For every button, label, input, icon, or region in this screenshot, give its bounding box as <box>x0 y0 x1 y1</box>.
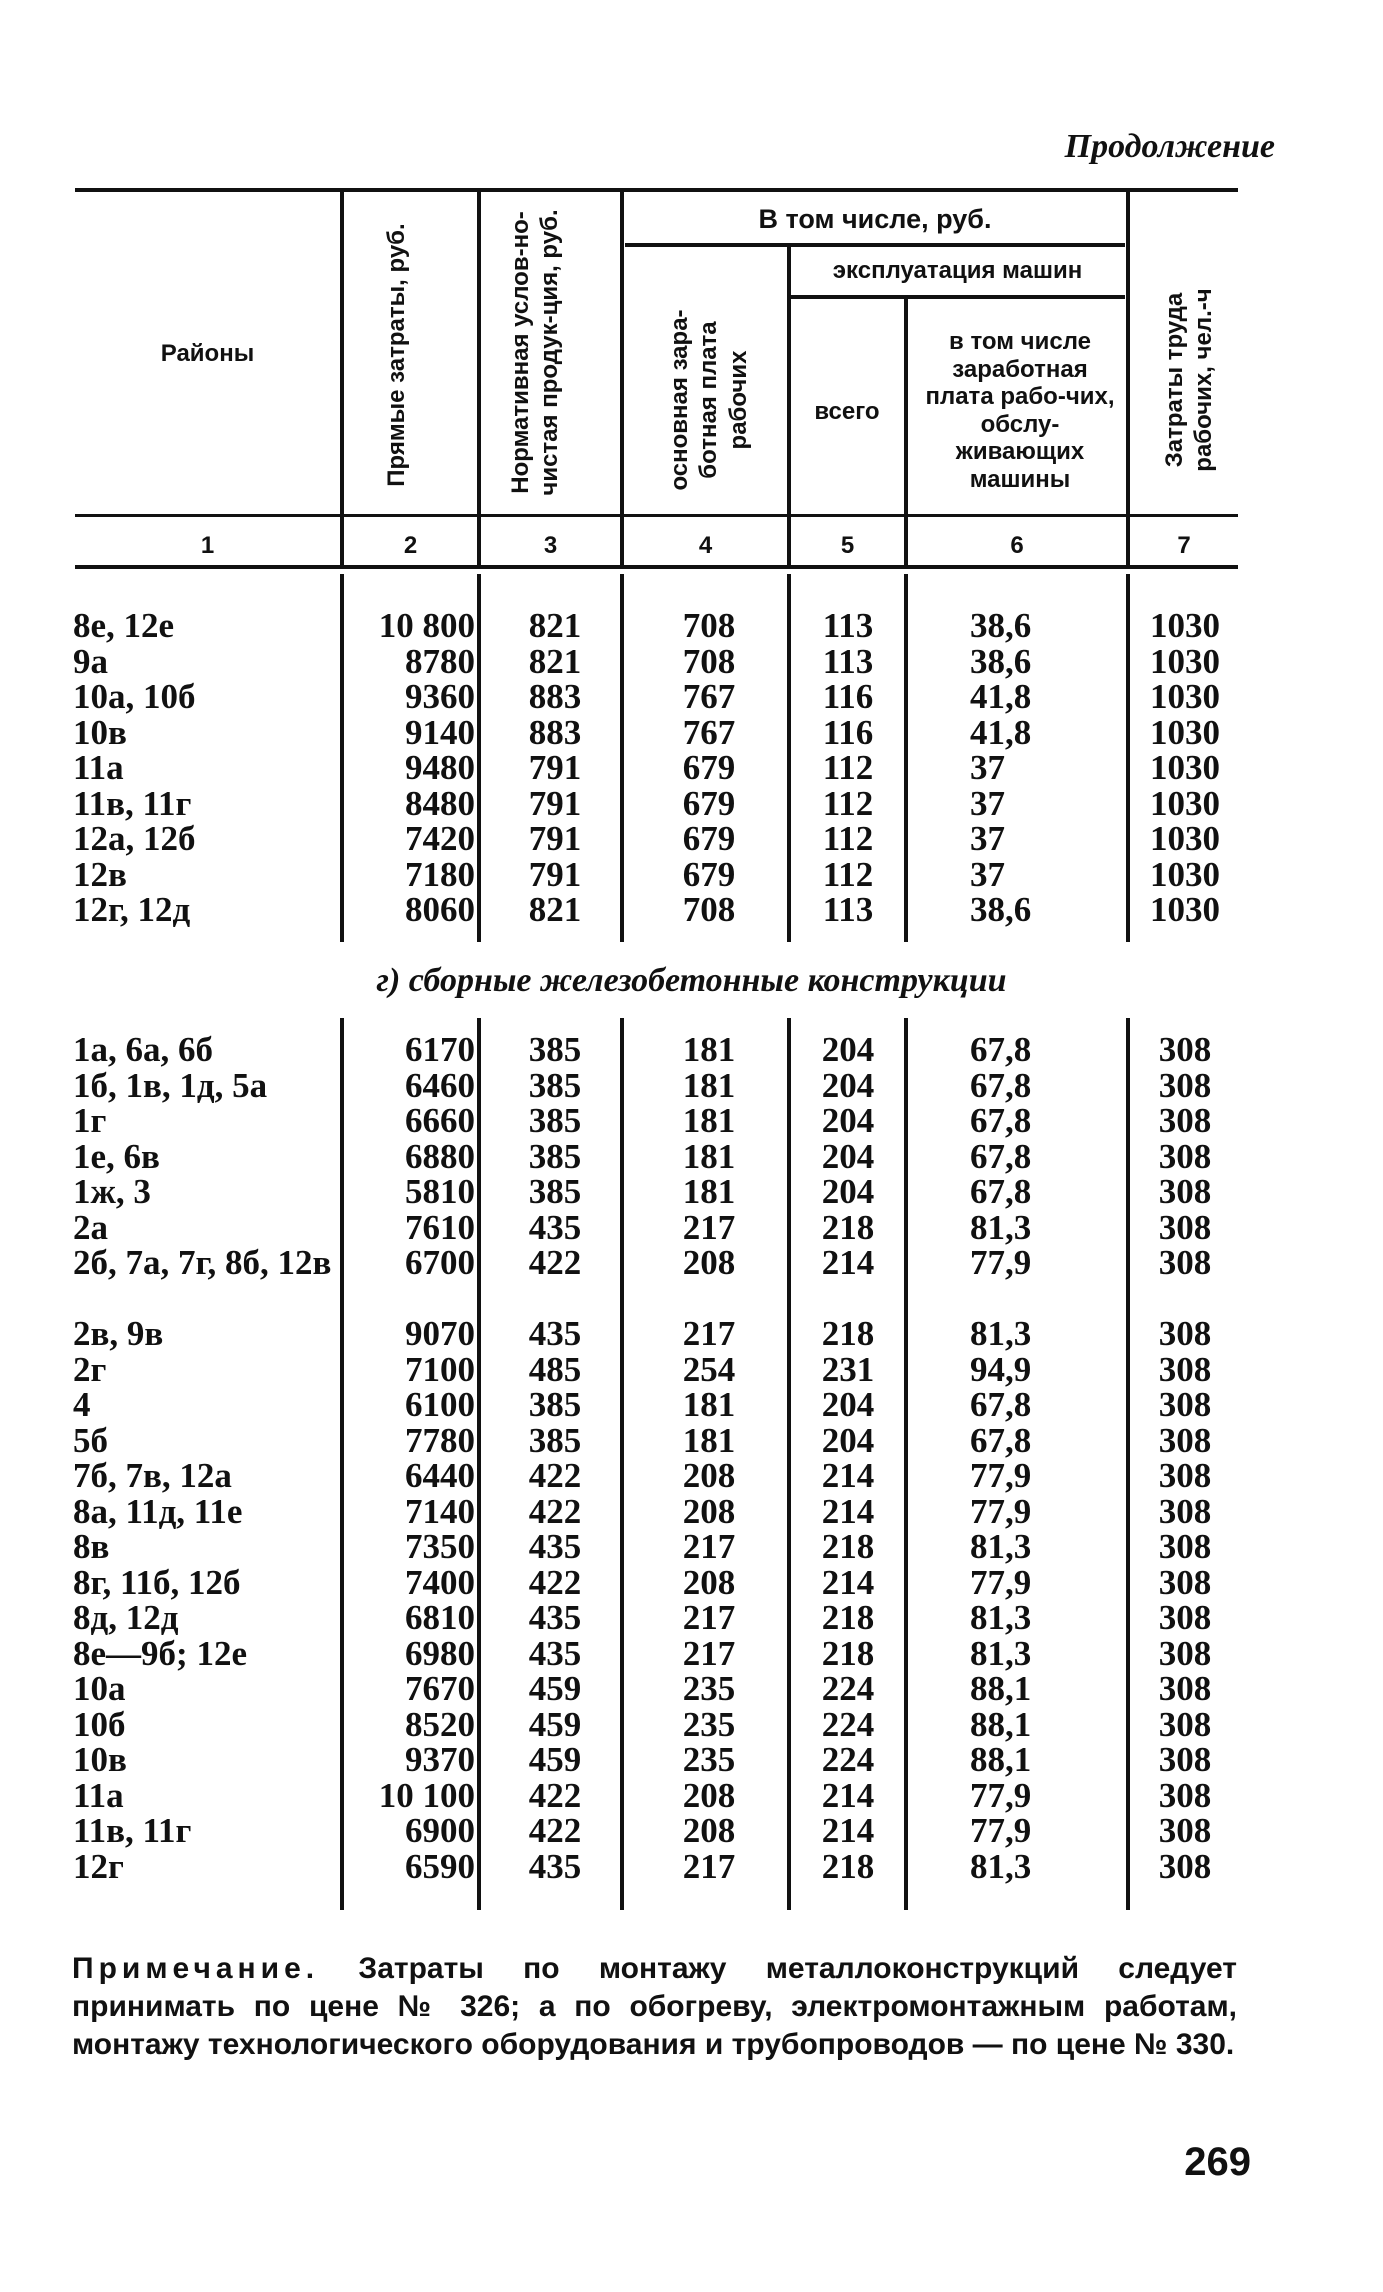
table-cell-col3: 435 <box>528 1207 582 1247</box>
table-cell-col5: 112 <box>822 819 874 858</box>
table-cell-col6: 88,1 <box>970 1704 1032 1744</box>
table-cell-col7: 1030 <box>1150 677 1220 716</box>
table-cell-col1: 11в, 11г <box>73 1811 192 1850</box>
table-cell-col5: 204 <box>821 1172 875 1211</box>
table-cell-col3: 422 <box>528 1243 582 1282</box>
table-cell-col2: 7400 <box>405 1562 475 1602</box>
table-cell-col5: 218 <box>821 1207 875 1247</box>
table-row <box>0 1349 1383 1389</box>
table-cell-col7: 1030 <box>1150 854 1220 894</box>
table-cell-col4: 208 <box>682 1775 736 1815</box>
table-cell-col5: 116 <box>822 677 874 716</box>
table-cell-col6: 81,3 <box>970 1633 1032 1673</box>
table-cell-col2: 7610 <box>405 1207 475 1247</box>
table-cell-col7: 308 <box>1158 1243 1212 1282</box>
table-cell-col5: 214 <box>821 1811 875 1850</box>
table-cell-col3: 459 <box>528 1669 582 1708</box>
table-cell-col2: 9480 <box>405 748 475 787</box>
column-number-2: 2 <box>403 532 418 559</box>
table-cell-col2: 10 800 <box>378 606 475 645</box>
table-cell-col5: 218 <box>821 1527 875 1566</box>
section-1-rows <box>0 608 1383 928</box>
table-cell-col5: 218 <box>821 1598 875 1637</box>
group-rule <box>625 243 1125 247</box>
table-cell-col6: 81,3 <box>970 1846 1032 1886</box>
table-cell-col2: 6880 <box>405 1136 475 1176</box>
table-cell-col6: 37 <box>970 783 1005 823</box>
table-cell-col1: 2а <box>73 1207 108 1247</box>
column-number-7: 7 <box>1177 532 1191 559</box>
table-row <box>0 1633 1383 1673</box>
table-cell-col4: 181 <box>682 1172 736 1211</box>
footnote <box>72 1950 1237 2064</box>
table-cell-col3: 422 <box>528 1775 582 1815</box>
table-cell-col6: 67,8 <box>970 1065 1032 1105</box>
table-cell-col1: 2г <box>73 1349 107 1389</box>
table-cell-col5: 214 <box>821 1243 875 1282</box>
table-cell-col7: 308 <box>1158 1207 1212 1247</box>
table-cell-col2: 8520 <box>405 1704 475 1744</box>
header-bottom-rule <box>75 514 1238 517</box>
table-cell-col4: 767 <box>682 677 736 716</box>
table-cell-col5: 218 <box>821 1846 875 1886</box>
table-cell-col7: 1030 <box>1150 748 1220 787</box>
table-cell-col6: 77,9 <box>970 1775 1032 1815</box>
table-cell-col6: 81,3 <box>970 1207 1032 1247</box>
table-cell-col4: 217 <box>682 1314 736 1353</box>
table-cell-col7: 1030 <box>1150 783 1220 823</box>
header-direct-costs: Прямые затраты, руб. <box>383 223 410 487</box>
table-cell-col3: 791 <box>528 854 582 894</box>
column-number-5: 5 <box>840 532 855 559</box>
header-normative-product: Нормативная услов-но-чистая продук-ция, руб. <box>507 209 564 496</box>
column-number-4: 4 <box>698 532 713 559</box>
table-cell-col4: 235 <box>682 1740 736 1779</box>
vline-6-header <box>904 295 908 566</box>
table-row <box>0 1174 1383 1210</box>
table-cell-col1: 11в, 11г <box>73 783 192 823</box>
table-cell-col6: 77,9 <box>970 1562 1032 1602</box>
table-cell-col2: 8780 <box>405 641 475 681</box>
table-cell-col6: 94,9 <box>970 1349 1032 1389</box>
table-cell-col2: 8480 <box>405 783 475 823</box>
table-cell-col1: 8е—9б; 12е <box>73 1633 247 1673</box>
table-cell-col7: 308 <box>1158 1562 1212 1602</box>
header-labor-costs: Затраты труда рабочих, чел.-ч <box>1161 288 1218 472</box>
table-cell-col5: 112 <box>822 854 874 894</box>
table-cell-col3: 485 <box>528 1349 582 1389</box>
table-cell-col6: 77,9 <box>970 1243 1032 1282</box>
header-base-wages: основная зара-ботная плата рабочих <box>666 309 752 491</box>
table-cell-col1: 7б, 7в, 12а <box>73 1456 232 1495</box>
table-cell-col6: 77,9 <box>970 1491 1032 1531</box>
table-cell-col3: 385 <box>528 1065 582 1105</box>
table-cell-col2: 9370 <box>405 1740 475 1779</box>
header-group: В том числе, руб. <box>758 204 992 234</box>
table-cell-col7: 1030 <box>1150 606 1220 645</box>
table-cell-col1: 10в <box>73 712 127 752</box>
table-cell-col6: 67,8 <box>970 1172 1032 1211</box>
table-row <box>0 1136 1383 1176</box>
table-cell-col1: 12г, 12д <box>73 890 191 929</box>
subgroup-rule <box>790 295 1125 299</box>
table-cell-col7: 308 <box>1158 1456 1212 1495</box>
table-row <box>0 1775 1383 1815</box>
table-row <box>0 1103 1383 1139</box>
table-cell-col1: 12в <box>73 854 127 894</box>
table-cell-col7: 308 <box>1158 1846 1212 1886</box>
table-cell-col4: 208 <box>682 1811 736 1850</box>
table-cell-col5: 113 <box>822 641 874 681</box>
table-cell-col1: 11а <box>73 1775 124 1815</box>
table-cell-col7: 1030 <box>1150 890 1220 929</box>
table-cell-col3: 435 <box>528 1598 582 1637</box>
table-cell-col2: 9140 <box>405 712 475 752</box>
table-cell-col5: 214 <box>821 1562 875 1602</box>
table-cell-col5: 204 <box>821 1420 875 1460</box>
table-cell-col1: 1г <box>73 1101 107 1140</box>
table-cell-col2: 6100 <box>405 1385 475 1424</box>
table-cell-col6: 41,8 <box>970 712 1032 752</box>
table-cell-col2: 8060 <box>405 890 475 929</box>
table-cell-col6: 67,8 <box>970 1136 1032 1176</box>
table-cell-col5: 113 <box>822 890 874 929</box>
table-cell-col2: 7180 <box>405 854 475 894</box>
table-cell-col1: 8д, 12д <box>73 1598 179 1637</box>
table-cell-col7: 308 <box>1158 1420 1212 1460</box>
header-districts: Районы <box>160 340 255 367</box>
header-total: всего <box>814 398 880 425</box>
table-row <box>0 1458 1383 1494</box>
table-cell-col3: 821 <box>528 606 582 645</box>
table-cell-col3: 435 <box>528 1314 582 1353</box>
table-row <box>0 608 1383 644</box>
table-cell-col2: 9360 <box>405 677 475 716</box>
table-cell-col4: 679 <box>682 819 736 858</box>
table-cell-col7: 308 <box>1158 1669 1212 1708</box>
table-top-rule <box>75 188 1238 192</box>
table-cell-col5: 113 <box>822 606 874 645</box>
table-cell-col1: 11а <box>73 748 124 787</box>
table-cell-col1: 10в <box>73 1740 127 1779</box>
table-row <box>0 712 1383 752</box>
table-cell-col5: 231 <box>821 1349 875 1389</box>
table-cell-col5: 214 <box>821 1775 875 1815</box>
table-cell-col7: 308 <box>1158 1314 1212 1353</box>
table-cell-col3: 883 <box>528 712 582 752</box>
table-row <box>0 1529 1383 1565</box>
table-cell-col4: 679 <box>682 854 736 894</box>
table-row <box>0 1316 1383 1352</box>
table-row <box>0 1420 1383 1460</box>
table-cell-col6: 41,8 <box>970 677 1032 716</box>
table-cell-col1: 4 <box>73 1385 91 1424</box>
table-cell-col6: 88,1 <box>970 1669 1032 1708</box>
table-cell-col4: 181 <box>682 1101 736 1140</box>
table-cell-col7: 308 <box>1158 1172 1212 1211</box>
table-cell-col3: 791 <box>528 748 582 787</box>
table-row <box>0 750 1383 786</box>
table-cell-col2: 5810 <box>405 1172 475 1211</box>
table-cell-col3: 385 <box>528 1172 582 1211</box>
table-cell-col4: 217 <box>682 1846 736 1886</box>
table-row <box>0 1032 1383 1068</box>
table-cell-col4: 181 <box>682 1420 736 1460</box>
table-cell-col7: 308 <box>1158 1633 1212 1673</box>
table-cell-col1: 2в, 9в <box>73 1314 164 1353</box>
table-cell-col3: 821 <box>528 890 582 929</box>
table-cell-col4: 217 <box>682 1527 736 1566</box>
table-cell-col3: 385 <box>528 1136 582 1176</box>
table-cell-col7: 308 <box>1158 1704 1212 1744</box>
table-cell-col2: 6660 <box>405 1101 475 1140</box>
table-cell-col3: 385 <box>528 1385 582 1424</box>
table-cell-col2: 6460 <box>405 1065 475 1105</box>
table-row <box>0 783 1383 823</box>
table-cell-col6: 88,1 <box>970 1740 1032 1779</box>
table-cell-col3: 385 <box>528 1101 582 1140</box>
footnote-text: Затраты по монтажу металлоконструкций следует принимать по цене № 326; а по обогреву, электромонтажным работам, монтажу технологического оборудования и трубопроводов — по цене № 330. <box>72 1952 1237 2061</box>
table-cell-col1: 12г <box>73 1846 124 1886</box>
table-cell-col5: 214 <box>821 1456 875 1495</box>
footnote-heading: Примечание. <box>72 1952 320 1985</box>
table-row <box>0 1813 1383 1849</box>
table-cell-col5: 214 <box>821 1491 875 1531</box>
table-cell-col6: 81,3 <box>970 1314 1032 1353</box>
table-cell-col7: 1030 <box>1150 641 1220 681</box>
table-cell-col7: 308 <box>1158 1349 1212 1389</box>
table-cell-col1: 8в <box>73 1527 110 1566</box>
table-cell-col7: 308 <box>1158 1101 1212 1140</box>
table-cell-col4: 181 <box>682 1030 736 1069</box>
table-cell-col1: 8г, 11б, 12б <box>73 1562 241 1602</box>
table-cell-col5: 204 <box>821 1385 875 1424</box>
table-cell-col6: 37 <box>970 854 1005 894</box>
column-number-rule <box>75 565 1238 569</box>
table-cell-col2: 7350 <box>405 1527 475 1566</box>
table-cell-col6: 67,8 <box>970 1030 1032 1069</box>
table-cell-col6: 77,9 <box>970 1456 1032 1495</box>
table-cell-col6: 38,6 <box>970 890 1032 929</box>
table-cell-col3: 422 <box>528 1491 582 1531</box>
table-cell-col5: 224 <box>821 1669 875 1708</box>
table-cell-col3: 791 <box>528 783 582 823</box>
table-cell-col5: 116 <box>822 712 874 752</box>
table-row <box>0 1846 1383 1886</box>
table-cell-col2: 6980 <box>405 1633 475 1673</box>
table-cell-col3: 883 <box>528 677 582 716</box>
table-row <box>0 1742 1383 1778</box>
table-cell-col6: 67,8 <box>970 1101 1032 1140</box>
table-cell-col5: 204 <box>821 1030 875 1069</box>
table-cell-col1: 1ж, 3 <box>73 1172 151 1211</box>
table-cell-col3: 385 <box>528 1030 582 1069</box>
table-cell-col4: 235 <box>682 1704 736 1744</box>
table-cell-col7: 308 <box>1158 1385 1212 1424</box>
table-cell-col6: 77,9 <box>970 1811 1032 1850</box>
table-cell-col7: 1030 <box>1150 712 1220 752</box>
table-cell-col2: 7140 <box>405 1491 475 1531</box>
table-cell-col5: 112 <box>822 783 874 823</box>
column-number-1: 1 <box>200 532 215 559</box>
table-cell-col2: 6900 <box>405 1811 475 1850</box>
table-row <box>0 641 1383 681</box>
table-cell-col3: 385 <box>528 1420 582 1460</box>
table-cell-col2: 6700 <box>405 1243 475 1282</box>
vline-2-header <box>340 192 344 566</box>
table-cell-col2: 7420 <box>405 819 475 858</box>
table-cell-col7: 308 <box>1158 1030 1212 1069</box>
table-cell-col7: 308 <box>1158 1136 1212 1176</box>
table-cell-col4: 181 <box>682 1385 736 1424</box>
table-cell-col4: 708 <box>682 890 736 929</box>
table-cell-col4: 217 <box>682 1598 736 1637</box>
table-cell-col4: 181 <box>682 1065 736 1105</box>
table-cell-col3: 422 <box>528 1456 582 1495</box>
table-cell-col1: 8е, 12е <box>73 606 175 645</box>
table-cell-col3: 435 <box>528 1633 582 1673</box>
table-cell-col5: 204 <box>821 1136 875 1176</box>
table-cell-col5: 224 <box>821 1704 875 1744</box>
table-cell-col3: 422 <box>528 1811 582 1850</box>
table-row <box>0 1245 1383 1316</box>
table-cell-col5: 218 <box>821 1633 875 1673</box>
table-cell-col2: 6440 <box>405 1456 475 1495</box>
table-cell-col1: 10а <box>73 1669 126 1708</box>
table-cell-col5: 218 <box>821 1314 875 1353</box>
table-cell-col3: 422 <box>528 1562 582 1602</box>
table-cell-col1: 8а, 11д, 11е <box>73 1491 243 1531</box>
table-cell-col4: 254 <box>682 1349 736 1389</box>
vline-7-header <box>1126 192 1130 566</box>
table-cell-col7: 308 <box>1158 1598 1212 1637</box>
table-cell-col6: 81,3 <box>970 1527 1032 1566</box>
table-cell-col7: 1030 <box>1150 819 1220 858</box>
table-cell-col6: 37 <box>970 819 1005 858</box>
header-machine-operation: эксплуатация машин <box>832 257 1083 284</box>
table-cell-col4: 208 <box>682 1491 736 1531</box>
table-cell-col4: 208 <box>682 1243 736 1282</box>
table-row <box>0 1671 1383 1707</box>
table-cell-col7: 308 <box>1158 1775 1212 1815</box>
table-cell-col7: 308 <box>1158 1811 1212 1850</box>
table-cell-col3: 459 <box>528 1704 582 1744</box>
table-cell-col4: 708 <box>682 606 736 645</box>
continuation-label: Продолжение <box>1064 128 1275 165</box>
table-cell-col7: 308 <box>1158 1491 1212 1531</box>
table-cell-col4: 217 <box>682 1633 736 1673</box>
header-machine-wages: в том числе заработная плата рабо-чих, обслу-живающих машины <box>925 328 1115 493</box>
table-cell-col4: 208 <box>682 1456 736 1495</box>
table-row <box>0 1207 1383 1247</box>
column-number-6: 6 <box>1010 532 1024 559</box>
table-cell-col1: 1е, 6в <box>73 1136 160 1176</box>
table-cell-col6: 81,3 <box>970 1598 1032 1637</box>
table-cell-col2: 9070 <box>405 1314 475 1353</box>
table-cell-col1: 1б, 1в, 1д, 5а <box>73 1065 268 1105</box>
table-cell-col2: 6810 <box>405 1598 475 1637</box>
vline-4-header <box>620 192 624 566</box>
table-cell-col1: 1а, 6а, 6б <box>73 1030 213 1069</box>
table-cell-col4: 679 <box>682 783 736 823</box>
table-row <box>0 679 1383 715</box>
vline-3-header <box>477 192 481 566</box>
table-row <box>0 1491 1383 1531</box>
table-cell-col2: 7100 <box>405 1349 475 1389</box>
table-cell-col1: 9а <box>73 641 108 681</box>
table-row <box>0 1704 1383 1744</box>
table-cell-col4: 708 <box>682 641 736 681</box>
table-cell-col4: 181 <box>682 1136 736 1176</box>
table-cell-col6: 67,8 <box>970 1420 1032 1460</box>
table-row <box>0 821 1383 857</box>
table-cell-col1: 10б <box>73 1704 126 1744</box>
table-cell-col2: 7670 <box>405 1669 475 1708</box>
table-cell-col1: 2б, 7а, 7г, 8б, 12в <box>73 1243 332 1282</box>
table-cell-col4: 235 <box>682 1669 736 1708</box>
table-row <box>0 892 1383 928</box>
table-cell-col7: 308 <box>1158 1527 1212 1566</box>
section-title: г) сборные железобетонные конструкции <box>376 962 1007 999</box>
table-cell-col1: 5б <box>73 1420 108 1460</box>
table-row <box>0 1600 1383 1636</box>
table-cell-col7: 308 <box>1158 1065 1212 1105</box>
table-row <box>0 1387 1383 1423</box>
table-cell-col5: 204 <box>821 1065 875 1105</box>
column-number-3: 3 <box>543 532 558 559</box>
table-cell-col4: 217 <box>682 1207 736 1247</box>
table-row <box>0 1065 1383 1105</box>
table-cell-col6: 38,6 <box>970 606 1032 645</box>
table-cell-col6: 37 <box>970 748 1005 787</box>
table-cell-col6: 67,8 <box>970 1385 1032 1424</box>
table-cell-col4: 767 <box>682 712 736 752</box>
table-cell-col2: 6590 <box>405 1846 475 1886</box>
table-row <box>0 1562 1383 1602</box>
table-cell-col4: 208 <box>682 1562 736 1602</box>
table-cell-col4: 679 <box>682 748 736 787</box>
table-cell-col2: 10 100 <box>378 1775 475 1815</box>
table-cell-col5: 204 <box>821 1101 875 1140</box>
table-cell-col2: 7780 <box>405 1420 475 1460</box>
table-cell-col5: 112 <box>822 748 874 787</box>
table-cell-col3: 459 <box>528 1740 582 1779</box>
table-cell-col1: 10а, 10б <box>73 677 196 716</box>
table-cell-col3: 435 <box>528 1846 582 1886</box>
table-cell-col5: 224 <box>821 1740 875 1779</box>
page-number: 269 <box>1184 2140 1251 2184</box>
table-cell-col7: 308 <box>1158 1740 1212 1779</box>
table-cell-col2: 6170 <box>405 1030 475 1069</box>
table-cell-col3: 435 <box>528 1527 582 1566</box>
table-cell-col3: 821 <box>528 641 582 681</box>
table-cell-col1: 12а, 12б <box>73 819 196 858</box>
section-2-rows <box>0 1032 1383 1884</box>
table-row <box>0 854 1383 894</box>
table-cell-col6: 38,6 <box>970 641 1032 681</box>
table-cell-col3: 791 <box>528 819 582 858</box>
